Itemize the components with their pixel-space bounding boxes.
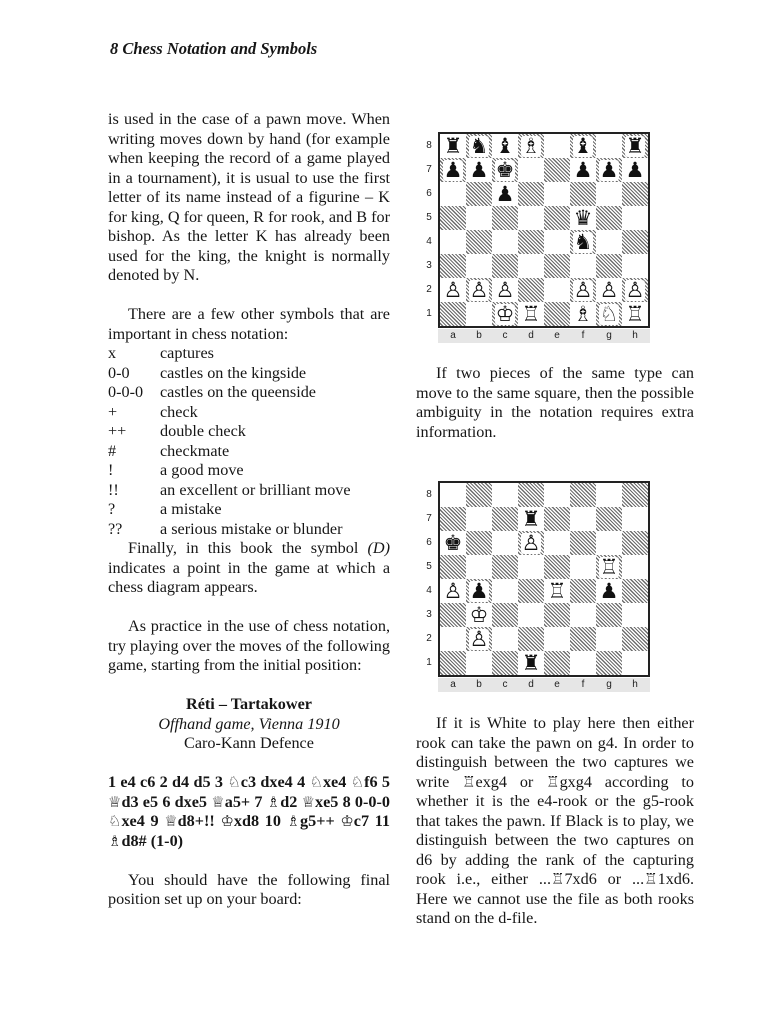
square-c1 <box>492 651 518 675</box>
square-g1 <box>596 651 622 675</box>
square-g6 <box>596 182 622 206</box>
diagram-symbol-d: (D) <box>367 539 390 557</box>
chess-piece: ♟ <box>443 157 463 182</box>
file-label: d <box>528 679 534 690</box>
chess-piece: ♝ <box>495 133 515 158</box>
square-e1 <box>544 302 570 326</box>
rank-label: 4 <box>426 236 432 247</box>
square-c2 <box>492 278 518 302</box>
rank-label: 4 <box>426 585 432 596</box>
square-d8 <box>518 134 544 158</box>
square-f5 <box>570 206 596 230</box>
text-segment: 1 e4 c6 2 d4 d5 3 <box>108 773 228 791</box>
square-h3 <box>622 603 648 627</box>
chess-piece: ♟ <box>599 157 619 182</box>
chess-piece: ♟ <box>469 157 489 182</box>
square-a5 <box>440 206 466 230</box>
figurine-glyph: ♕ <box>211 792 225 811</box>
chess-piece: ♞ <box>469 133 489 158</box>
chess-piece: ♖ <box>547 578 567 603</box>
text-segment: d2 <box>280 792 302 811</box>
file-label: g <box>606 679 612 690</box>
square-d1 <box>518 302 544 326</box>
square-a4 <box>440 579 466 603</box>
square-g6 <box>596 531 622 555</box>
square-c3 <box>492 603 518 627</box>
square-h5 <box>622 206 648 230</box>
square-e6 <box>544 182 570 206</box>
square-g8 <box>596 134 622 158</box>
chess-piece: ♙ <box>443 277 463 302</box>
square-f6 <box>570 531 596 555</box>
square-e8 <box>544 483 570 507</box>
file-label: g <box>606 330 612 341</box>
file-label: a <box>450 679 456 690</box>
square-a4 <box>440 230 466 254</box>
square-a7 <box>440 158 466 182</box>
rank-label: 1 <box>426 308 432 319</box>
square-c5 <box>492 206 518 230</box>
square-g2 <box>596 627 622 651</box>
paragraph-rook-captures <box>416 714 694 929</box>
file-label: e <box>554 330 560 341</box>
square-d1 <box>518 651 544 675</box>
figurine-glyph: ♘ <box>227 773 241 791</box>
paragraph-diagram-symbol <box>108 539 390 598</box>
text-segment: c3 dxe4 4 <box>240 773 310 791</box>
chess-piece: ♞ <box>573 229 593 254</box>
file-label: h <box>632 330 638 341</box>
chess-piece: ♗ <box>521 133 541 158</box>
figurine-glyph: ♔ <box>340 812 354 830</box>
square-a6 <box>440 531 466 555</box>
square-b4 <box>466 579 492 603</box>
figurine-glyph: ♖ <box>546 772 560 791</box>
square-c4 <box>492 230 518 254</box>
square-e5 <box>544 555 570 579</box>
square-e4 <box>544 579 570 603</box>
chess-piece: ♖ <box>625 301 645 326</box>
square-b8 <box>466 483 492 507</box>
square-g4 <box>596 230 622 254</box>
square-d2 <box>518 278 544 302</box>
paragraph-ambiguity: If two pieces of the same type can move to the same square, then the possible ambiguity in the notation requires extra information. <box>416 364 694 441</box>
symbol-description: castles on the kingside <box>160 363 307 382</box>
square-b8 <box>466 134 492 158</box>
chess-piece: ♖ <box>521 301 541 326</box>
square-f8 <box>570 134 596 158</box>
rank-label: 2 <box>426 633 432 644</box>
text-segment: d3 e5 6 dxe5 <box>121 792 212 811</box>
symbol-row <box>108 481 390 501</box>
chess-piece: ♔ <box>495 301 515 326</box>
square-h6 <box>622 182 648 206</box>
square-d6 <box>518 182 544 206</box>
text-segment: a5+ 7 <box>224 792 267 811</box>
chess-piece: ♛ <box>573 205 593 230</box>
square-e3 <box>544 254 570 278</box>
square-b4 <box>466 230 492 254</box>
square-e5 <box>544 206 570 230</box>
chess-piece: ♟ <box>625 157 645 182</box>
symbol-glyph: ++ <box>108 422 127 440</box>
chess-piece: ♙ <box>521 530 541 555</box>
rank-label: 2 <box>426 284 432 295</box>
chess-diagram-final-position <box>424 132 676 342</box>
paragraph-other-symbols: There are a few other symbols that are important in chess notation: <box>108 305 390 343</box>
text-segment: gxg4 according to whether it is the e4-rook or the g5-rook that takes the pawn. If Black is to play, we distinguish between the two captures on d6 by adding the rank of the capturing rook i.e., either ... <box>416 772 694 888</box>
rank-label: 3 <box>426 260 432 271</box>
rank-label: 3 <box>426 609 432 620</box>
symbol-row <box>108 422 390 442</box>
symbol-description: a serious mistake or blunder <box>160 519 343 538</box>
square-h5 <box>622 555 648 579</box>
file-label: a <box>450 330 456 341</box>
file-label: d <box>528 330 534 341</box>
left-column <box>108 110 390 910</box>
square-h3 <box>622 254 648 278</box>
square-b6 <box>466 182 492 206</box>
rank-label: 5 <box>426 212 432 223</box>
square-c6 <box>492 531 518 555</box>
square-h2 <box>622 627 648 651</box>
square-c3 <box>492 254 518 278</box>
chess-diagram-ambiguity <box>424 481 676 691</box>
symbol-glyph: 0-0 <box>108 363 130 382</box>
square-h7 <box>622 158 648 182</box>
square-b5 <box>466 206 492 230</box>
chessboard <box>438 132 650 328</box>
symbol-description: double check <box>160 422 246 440</box>
right-column-lower <box>416 714 694 929</box>
rank-label: 7 <box>426 164 432 175</box>
square-f3 <box>570 603 596 627</box>
chessboard <box>438 481 650 677</box>
square-c2 <box>492 627 518 651</box>
text-segment: xd8 <box>233 812 265 830</box>
square-b7 <box>466 507 492 531</box>
square-a8 <box>440 483 466 507</box>
symbol-row <box>108 520 390 540</box>
square-e4 <box>544 230 570 254</box>
chess-piece: ♟ <box>573 157 593 182</box>
square-e8 <box>544 134 570 158</box>
square-a7 <box>440 507 466 531</box>
rank-label: 5 <box>426 561 432 572</box>
square-g5 <box>596 206 622 230</box>
symbol-description: castles on the queenside <box>160 383 316 401</box>
symbol-description: a good move <box>160 461 244 479</box>
rank-label: 1 <box>426 657 432 668</box>
symbol-description: a mistake <box>160 500 222 518</box>
file-label: f <box>581 330 585 341</box>
square-f5 <box>570 555 596 579</box>
text-segment: c7 11 <box>353 812 391 830</box>
chess-piece: ♗ <box>573 301 593 326</box>
square-f4 <box>570 230 596 254</box>
figurine-glyph: ♕ <box>301 792 315 811</box>
square-d7 <box>518 158 544 182</box>
square-g1 <box>596 302 622 326</box>
figurine-glyph: ♖ <box>644 870 658 888</box>
running-header: 8 Chess Notation and Symbols <box>110 39 318 58</box>
square-h4 <box>622 230 648 254</box>
right-column-upper <box>416 364 694 442</box>
text-segment: 10 <box>264 812 287 830</box>
square-a2 <box>440 627 466 651</box>
symbol-glyph: + <box>108 402 118 421</box>
game-moves <box>108 773 390 851</box>
square-g5 <box>596 555 622 579</box>
symbol-glyph: # <box>108 441 117 460</box>
file-label: b <box>476 330 482 341</box>
square-d3 <box>518 254 544 278</box>
square-d5 <box>518 555 544 579</box>
square-a1 <box>440 651 466 675</box>
file-label: f <box>581 679 585 690</box>
square-f1 <box>570 302 596 326</box>
square-c8 <box>492 134 518 158</box>
symbol-glyph: !! <box>108 480 119 499</box>
symbol-glyph: ?? <box>108 519 123 538</box>
square-h6 <box>622 531 648 555</box>
chess-piece: ♙ <box>573 277 593 302</box>
symbol-description: an excellent or brilliant move <box>160 480 351 499</box>
square-a1 <box>440 302 466 326</box>
rank-label: 6 <box>426 537 432 548</box>
text-segment: d8# (1-0) <box>121 831 184 850</box>
symbol-description: checkmate <box>160 441 230 460</box>
text-segment: 7xd6 or ... <box>564 870 645 888</box>
text-segment: f6 5 <box>364 773 391 791</box>
square-f6 <box>570 182 596 206</box>
square-b2 <box>466 278 492 302</box>
square-f4 <box>570 579 596 603</box>
figurine-glyph: ♘ <box>108 812 122 830</box>
square-b1 <box>466 651 492 675</box>
square-f2 <box>570 278 596 302</box>
rank-label: 8 <box>426 489 432 500</box>
square-f3 <box>570 254 596 278</box>
chess-piece: ♙ <box>495 277 515 302</box>
square-d4 <box>518 579 544 603</box>
square-c1 <box>492 302 518 326</box>
chess-piece: ♟ <box>599 578 619 603</box>
square-h1 <box>622 302 648 326</box>
square-c8 <box>492 483 518 507</box>
square-e7 <box>544 507 570 531</box>
square-a5 <box>440 555 466 579</box>
figurine-glyph: ♔ <box>220 812 234 830</box>
square-b5 <box>466 555 492 579</box>
square-b1 <box>466 302 492 326</box>
text-segment: exg4 or <box>475 772 547 791</box>
square-b7 <box>466 158 492 182</box>
symbol-row <box>108 403 390 423</box>
chess-piece: ♙ <box>599 277 619 302</box>
paragraph-figurine-letters: is used in the case of a pawn move. When writing moves down by hand (for example when keeping the record of a game played in a tournament), it is usual to use the first letter of its name instead of a figurine – K for king, Q for queen, R for rook, and B for bishop. As the letter K has already been used for the king, the knight is normally denoted by N. <box>108 110 390 284</box>
square-a3 <box>440 254 466 278</box>
symbol-description: check <box>160 402 198 421</box>
chess-piece: ♝ <box>573 133 593 158</box>
chess-piece: ♙ <box>469 277 489 302</box>
square-d3 <box>518 603 544 627</box>
text-segment: 1xd6. Here we cannot use the file as both rooks stand on the d-file. <box>416 870 695 927</box>
para3-text: Finally, in this book the symbol <box>128 539 368 557</box>
square-g7 <box>596 158 622 182</box>
rank-label: 7 <box>426 513 432 524</box>
chess-piece: ♟ <box>469 578 489 603</box>
square-d6 <box>518 531 544 555</box>
rank-label: 8 <box>426 140 432 151</box>
square-g8 <box>596 483 622 507</box>
symbol-row <box>108 442 390 462</box>
figurine-glyph: ♗ <box>266 792 281 811</box>
square-g2 <box>596 278 622 302</box>
square-d4 <box>518 230 544 254</box>
paragraph-practice: As practice in the use of chess notation, try playing over the moves of the following game, starting from the initial position: <box>108 617 390 674</box>
square-f8 <box>570 483 596 507</box>
symbol-row <box>108 500 390 520</box>
symbol-row <box>108 383 390 403</box>
figurine-glyph: ♕ <box>164 812 178 830</box>
figurine-glyph: ♗ <box>286 812 301 830</box>
square-b2 <box>466 627 492 651</box>
symbol-glyph: x <box>108 344 117 362</box>
square-h8 <box>622 134 648 158</box>
chess-piece: ♚ <box>443 530 463 555</box>
square-d7 <box>518 507 544 531</box>
square-h8 <box>622 483 648 507</box>
chess-piece: ♖ <box>599 554 619 579</box>
text-segment: g5++ <box>300 812 341 830</box>
square-g7 <box>596 507 622 531</box>
square-b6 <box>466 531 492 555</box>
chess-piece: ♙ <box>625 277 645 302</box>
text-segment: d8+!! <box>177 812 221 830</box>
square-h2 <box>622 278 648 302</box>
symbol-list <box>108 344 390 539</box>
chess-piece: ♜ <box>521 506 541 531</box>
game-opening: Caro-Kann Defence <box>184 734 314 752</box>
text-segment: xe4 9 <box>121 812 165 830</box>
square-e2 <box>544 278 570 302</box>
square-c6 <box>492 182 518 206</box>
square-f1 <box>570 651 596 675</box>
square-h4 <box>622 579 648 603</box>
chess-piece: ♙ <box>469 626 489 651</box>
square-f7 <box>570 158 596 182</box>
symbol-row <box>108 461 390 481</box>
chess-piece: ♚ <box>495 157 515 182</box>
figurine-glyph: ♖ <box>551 870 565 888</box>
text-segment: xe4 <box>322 773 351 791</box>
figurine-glyph: ♖ <box>462 772 476 791</box>
chess-piece: ♜ <box>443 133 463 158</box>
text-segment: xe5 8 0-0-0 <box>314 792 390 811</box>
square-a8 <box>440 134 466 158</box>
symbol-row <box>108 344 390 364</box>
square-e6 <box>544 531 570 555</box>
figurine-glyph: ♘ <box>350 773 365 791</box>
symbol-glyph: ! <box>108 461 114 479</box>
symbol-glyph: ? <box>108 500 116 518</box>
symbol-row <box>108 364 390 384</box>
square-e1 <box>544 651 570 675</box>
square-c4 <box>492 579 518 603</box>
square-c5 <box>492 555 518 579</box>
square-a6 <box>440 182 466 206</box>
square-f7 <box>570 507 596 531</box>
game-title: Réti – Tartakower <box>186 695 312 713</box>
square-d8 <box>518 483 544 507</box>
file-label: e <box>554 679 560 690</box>
file-label: h <box>632 679 638 690</box>
square-e7 <box>544 158 570 182</box>
chess-piece: ♜ <box>625 133 645 158</box>
square-f2 <box>570 627 596 651</box>
file-label: c <box>502 330 508 341</box>
text-segment: If it is White to play here then either rook can take the pawn on g4. In order to distinguish between the two captures we write <box>416 714 694 791</box>
square-a3 <box>440 603 466 627</box>
symbol-glyph: 0-0-0 <box>108 383 144 401</box>
square-a2 <box>440 278 466 302</box>
file-label: c <box>502 679 508 690</box>
square-g4 <box>596 579 622 603</box>
square-d5 <box>518 206 544 230</box>
game-event: Offhand game, Vienna 1910 <box>158 714 340 733</box>
figurine-glyph: ♘ <box>309 773 323 791</box>
chess-piece: ♟ <box>495 181 515 206</box>
chess-piece: ♜ <box>521 650 541 675</box>
square-b3 <box>466 603 492 627</box>
square-h7 <box>622 507 648 531</box>
square-b3 <box>466 254 492 278</box>
symbol-description: captures <box>160 344 214 362</box>
rank-label: 6 <box>426 188 432 199</box>
figurine-glyph: ♗ <box>108 831 122 850</box>
square-c7 <box>492 158 518 182</box>
square-g3 <box>596 254 622 278</box>
chess-piece: ♘ <box>599 301 619 326</box>
square-d2 <box>518 627 544 651</box>
square-c7 <box>492 507 518 531</box>
square-e2 <box>544 627 570 651</box>
chess-piece: ♔ <box>469 602 489 627</box>
square-h1 <box>622 651 648 675</box>
para3-text-end: indicates a point in the game at which a chess diagram appears. <box>108 558 390 596</box>
chess-piece: ♙ <box>443 578 463 603</box>
figurine-glyph: ♕ <box>108 792 122 811</box>
square-g3 <box>596 603 622 627</box>
file-label: b <box>476 679 482 690</box>
square-e3 <box>544 603 570 627</box>
paragraph-final-position: You should have the following final position set up on your board: <box>108 870 390 908</box>
